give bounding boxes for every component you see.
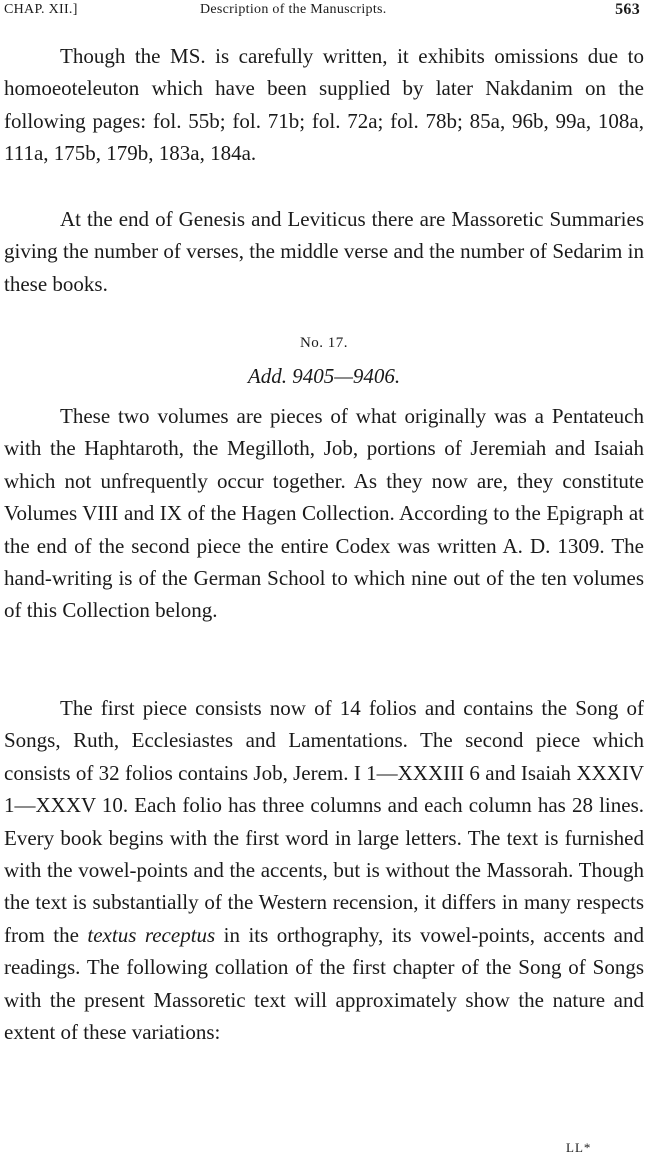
paragraph-massoretic-summaries: At the end of Genesis and Leviticus there are Massoretic Summaries giving the number of verses, the middle verse and the number of Sedarim in these books. [4,207,644,296]
paragraph-omissions: Though the MS. is carefully written, it exhibits omissions due to homoeoteleuton which have been supplied by later Nakdanim on the following pages: fol. 55b; fol. 71b; fol. 72a; fol. 78b; 85a, 96b, 99a, 108a, 111a, 175b, 179b, 183a, 184a. [4,44,644,166]
entry-number: No. 17. [299,335,349,351]
running-title: Description of the Manuscripts. [200,2,387,17]
paragraph-volumes: These two volumes are pieces of what originally was a Pentateuch with the Haphtaroth, the Megilloth, Job, portions of Jeremiah and Isaiah which not unfrequently occur together. As they now are, they constitute Volumes VIII and IX of the Hagen Collection. According to the Epigraph at the end of the second piece the entire Codex was written A. D. 1309. The hand-writing is of the German School to which nine out of the ten volumes of this Collection belong. [4,404,644,623]
paragraph-pieces [4,692,644,1048]
textus-receptus-italic: textus receptus [87,922,216,947]
paragraph-pieces-text-1: The first piece consists now of 14 folios and contains the Song of Songs, Ruth, Ecclesiastes and Lamentations. The second piece which consists of 32 folios contains Job, Jerem. I 1—XXXIII 6 and Isaiah XXXIV 1—XXXV 10. Each folio has three columns and each column has 28 lines. Every book begins with the first word in large letters. The text is furnished with the vowel-points and the accents, but is without the Massorah. Though the text is substantially of the Western recension, it differs in many respects from the [4,696,644,947]
running-header [4,2,640,24]
chapter-label: CHAP. XII.] [4,2,78,17]
paragraph-pieces-text-2: in its orthography, its vowel-points, accents and readings. The following collation of the first chapter of the Song of Songs with the present Massoretic text will approximately show the nature and extent of these variations: [4,922,644,1045]
signature-mark: LL* [566,1140,592,1155]
entry-title: Add. 9405—9406. [247,364,401,388]
page-number: 563 [615,1,640,18]
